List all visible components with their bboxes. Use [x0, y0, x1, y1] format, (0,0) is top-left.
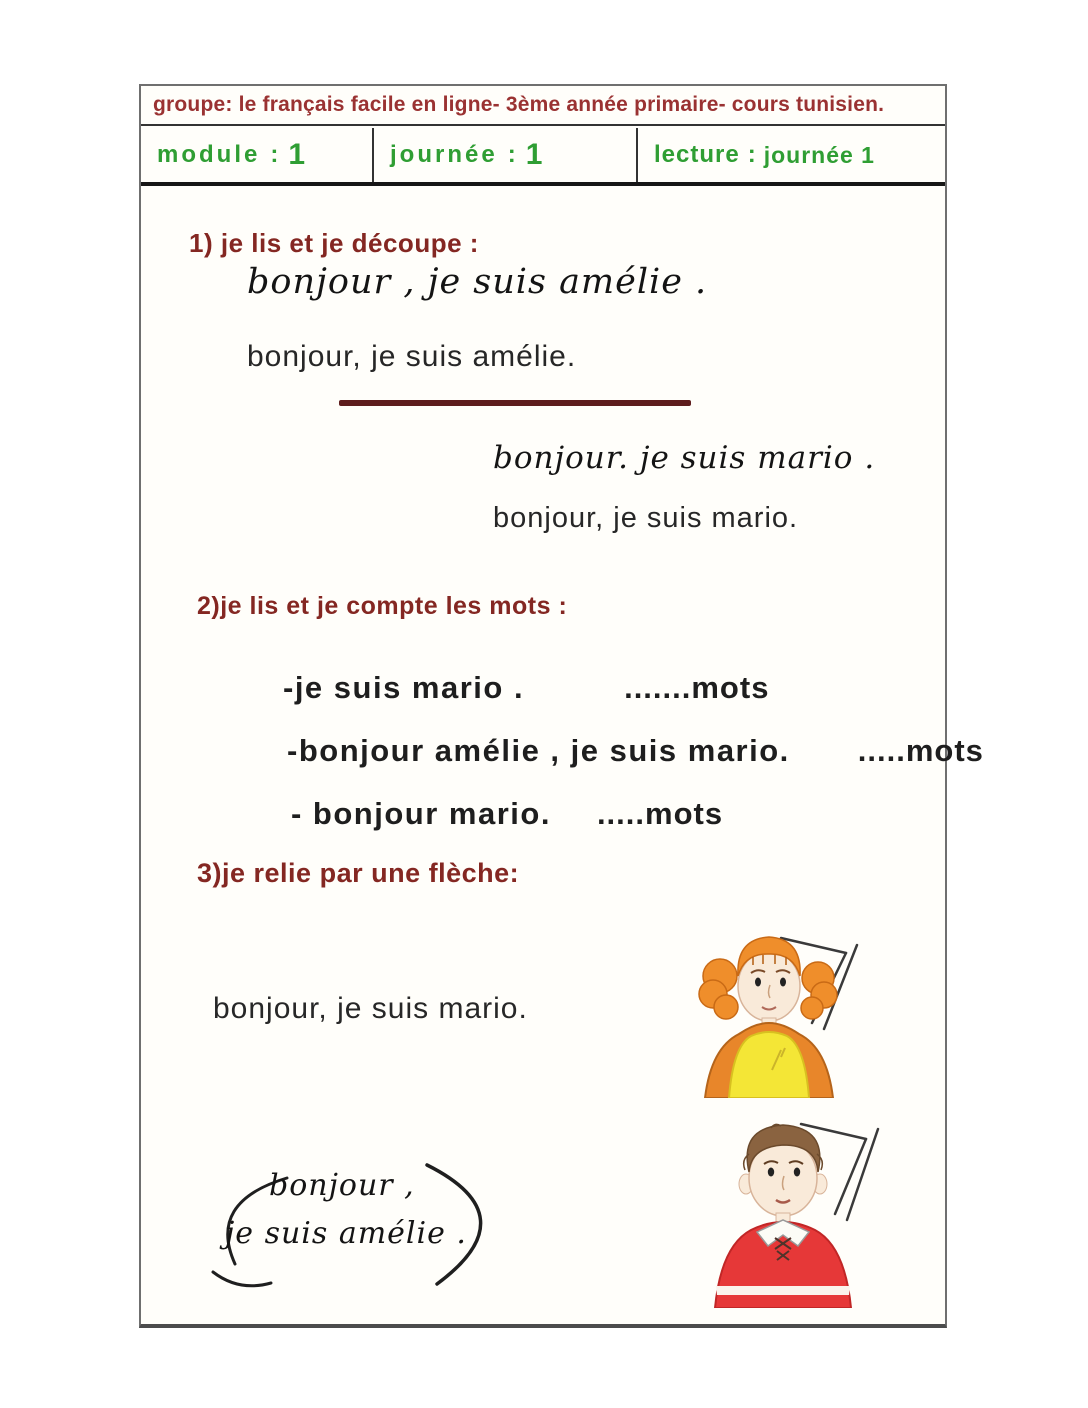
module-value: 1 [288, 138, 306, 171]
count-line-3 [291, 796, 723, 832]
lecture-value: journée 1 [763, 141, 875, 168]
section1-heading: 1) je lis et je découpe : [189, 228, 479, 258]
worksheet-page [139, 84, 984, 1328]
count-dots-2: .....mots [857, 733, 984, 768]
journee-value: 1 [525, 138, 543, 171]
count-sentence-2: -bonjour amélie , je suis mario. [287, 733, 790, 768]
circled-answer [195, 1158, 531, 1292]
journee-cell [372, 128, 636, 182]
module-cell [141, 128, 372, 182]
print-sentence-mario: bonjour, je suis mario. [493, 502, 799, 534]
module-colon: : [270, 141, 279, 168]
lecture-label: lecture [654, 141, 740, 168]
circled-cursive-line2: je suis amélie . [225, 1216, 467, 1251]
lecture-cell [636, 128, 945, 182]
girl-eye-right [780, 978, 786, 987]
header-group-row [141, 86, 945, 126]
boy-eye-right [794, 1168, 800, 1177]
red-divider-line [339, 400, 691, 406]
count-line-2 [287, 733, 984, 769]
header-info-row [141, 128, 945, 186]
print-sentence-amelie: bonjour, je suis amélie. [247, 340, 577, 373]
count-sentence-3: - bonjour mario. [291, 796, 551, 831]
match-sentence-print: bonjour, je suis mario. [213, 992, 528, 1025]
girl-eye-left [755, 978, 761, 987]
cursive-sentence-mario: bonjour. je suis mario . [493, 440, 876, 476]
journee-label: journée [390, 141, 498, 168]
cursive-sentence-amelie: bonjour , je suis amélie . [247, 262, 708, 302]
count-line-1 [283, 670, 769, 706]
group-line-text: groupe: le français facile en ligne- 3ème année primaire- cours tunisien. [153, 93, 885, 116]
count-dots-1: .......mots [624, 670, 770, 705]
count-sentence-1: -je suis mario . [283, 670, 525, 705]
count-dots-3: .....mots [596, 796, 724, 831]
section3-heading: 3)je relie par une flèche: [197, 858, 520, 888]
boy-shirt-stripe [716, 1286, 850, 1295]
girl-illustration [693, 922, 875, 1103]
lecture-colon: : [747, 141, 756, 168]
journee-colon: : [507, 141, 516, 168]
circled-cursive-line1: bonjour , [269, 1168, 415, 1203]
section2-heading: 2)je lis et je compte les mots : [197, 592, 568, 620]
boy-eye-left [768, 1168, 774, 1177]
module-label: module [157, 141, 261, 168]
boy-illustration [685, 1114, 909, 1313]
